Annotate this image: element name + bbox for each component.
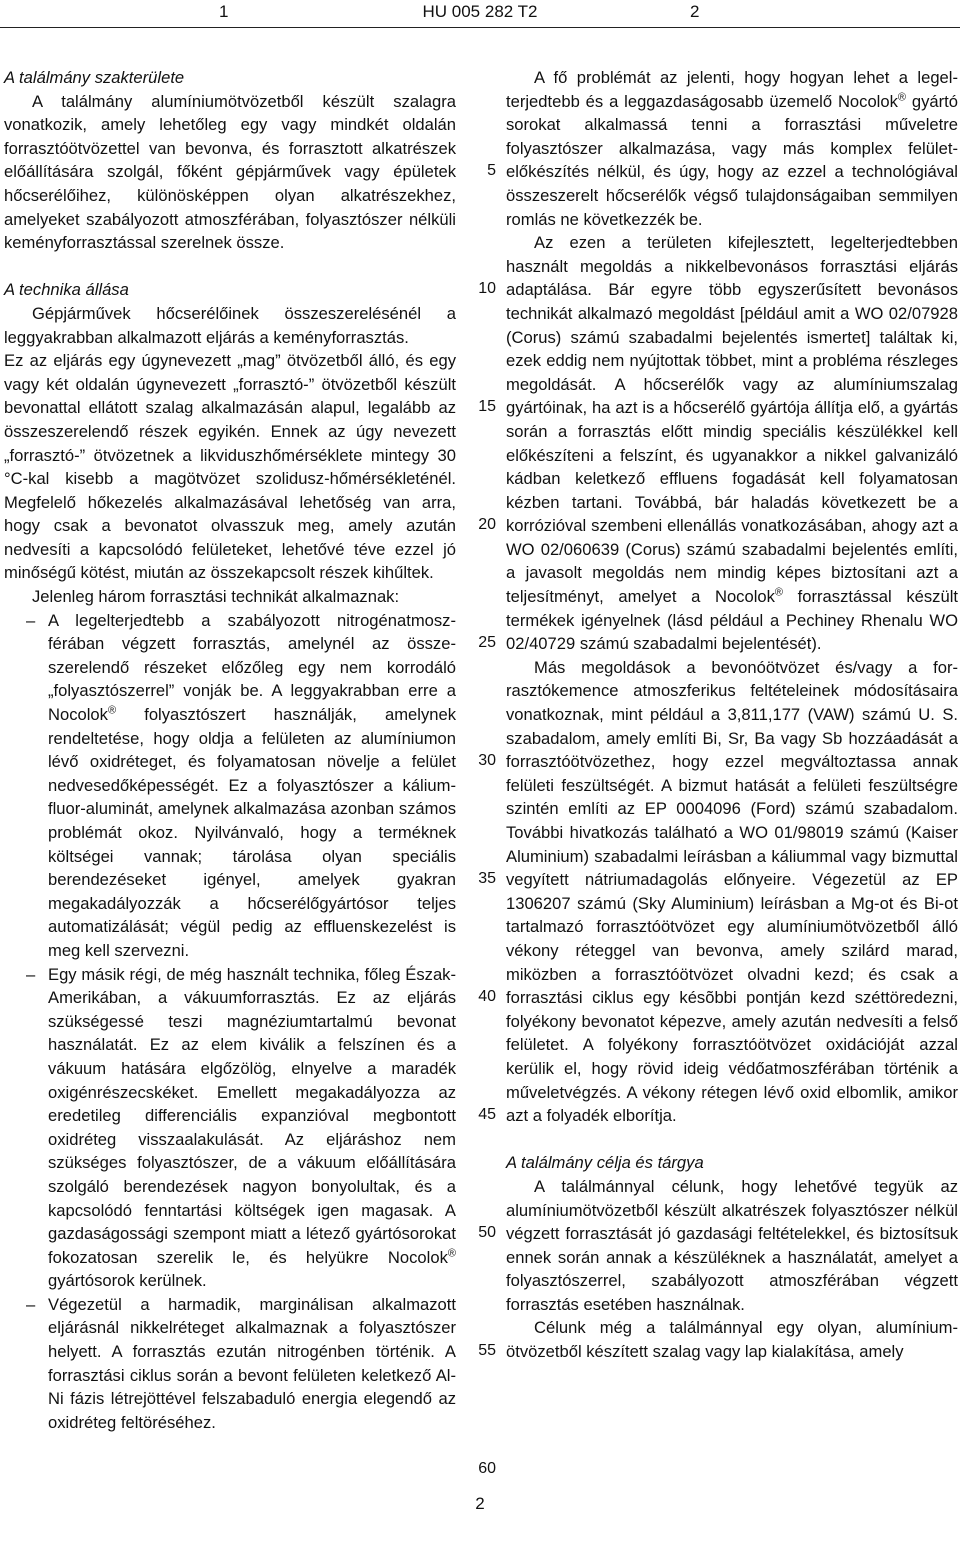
right-column (506, 66, 958, 1364)
paragraph: Az ezen a területen kifejlesztett, legelterjedtebben használt megoldás a nikkelbevonásos forrasztási eljárás adaptálása. Bár egyre több egyszerűsített bevonásos technikát alkalmazó megoldást [például amit a WO 02/07928 (Corus) számú szabadalmi bejelentés ismertet] találtak ki, ezek eddig nem nyújtottak többet, mint a probléma részleges megoldását. A hőcserélők vagy az alumíniumszalag gyártóinak, ha azt is a hőcserélő gyártója állítja elő, a gyártás során a forrasztás előtt mindig speciális készülékkel kell előkészíteni a felszínt, és ugyanakkor a nikkel galvanizáló kádban keletkező effluens fogadását kell folyamatosan kézben tartani. Továbbá, bár haladás következett be a korrózióval szembeni ellenállás vonatkozásában, ahogy azt a WO 02/060639 (Corus) számú szabadalmi bejelentés említi, a javasolt megoldás nem mindig képes biztosítani azt a teljesítményt, amelyet a Nocolok® forrasztással készült termékek igényelnek (lásd például a Pechiney Rhenalu WO 02/40729 számú szabadalmi bejelentését). (506, 233, 958, 654)
list-item: – Egy másik régi, de még használt technika, főleg Észak-Amerikában, a vákuumforrasztás. Ez az eljárás szükségessé teszi magnéziumtartalmú bevonat használatát. Ez az elem kiválik a felszínen és a vákuum hatására elgőzölög, elnyelve a maradék oxigénrészecskéket. Emellett megakadályozza az eredetileg differenciális expanzióval megbontott oxidréteg visszaalakulását. Az eljáráshoz nem szükséges folyasztószer, de a vákuum előállítására szolgáló berendezések nagyon bonyolultak, és a kapcsolódó fenntartási költségek igen magasak. A gazdaságossági szempont miatt a létező gyártósorokat fokozatosan szerelik le, és helyükre Nocolok® gyártósorok kerülnek. (4, 963, 456, 1293)
paragraph: A találmánnyal célunk, hogy lehetővé tegyük az alumíniumötvözetből készült alkatrészek folyasztószer nélkül végzett forrasztását jó gazdasági feltételekkel, és biztosítsuk ennek során annak a készüléknek a használatát, amelyet a folyasztószerrel, szabályozott atmoszférában végzett forrasztás esetében használnak. (506, 1176, 958, 1314)
paragraph: Jelenleg három forrasztási technikát alkalmaznak: (32, 587, 400, 607)
header-left-page-number: 1 (219, 2, 229, 21)
line-number: 60 (478, 1460, 496, 1477)
paragraph: Célunk még a találmánnyal egy olyan, alumíniumötvözetből készített szalag vagy lap kialakítása, amely (506, 1318, 958, 1362)
paragraph: A fő problémát az jelenti, hogy hogyan lehet a legelterjedtebb és a leggazdaságosabb üzemelő Nocolok® gyártó sorokat alkalmassá tenni a forrasztási műveletre folyasztószer alkalmazása, vagy más komplex felületelőkészítés nélkül, és úgy, hogy az ezzel a technológiával összeszerelt hőcserélők végső tulajdonságaiban semmilyen romlás ne következzék be. (506, 68, 959, 229)
header-rule (0, 27, 960, 28)
header-right-page-number: 2 (690, 2, 700, 21)
line-number: 20 (478, 516, 496, 533)
line-number: 10 (478, 280, 496, 297)
footer-page-number: 2 (475, 1494, 485, 1513)
section-heading-field: A találmány szakterülete (4, 68, 185, 87)
line-number: 50 (478, 1224, 496, 1241)
line-number: 25 (478, 634, 496, 651)
paragraph: Gépjárművek hőcserélőinek összeszerelésénél a leggyakrabban alkalmazott eljárás a keményforrasztás. (4, 303, 456, 347)
page-header (0, 0, 960, 26)
left-column (4, 66, 456, 1434)
paragraph: Más megoldások a bevonóötvözet és/vagy a forrasztókemence atmoszferikus feltételeinek módosításaira vonatkoznak, mint például a 3,811,177 (VAW) számú U. S. szabadalom, amely említi Bi, Sr, Ba vagy Sb hozzáadását a forrasztóötvözethez, hogy ezzel megváltoztassa annak felületi feszültségét. A bizmut hatását a felületi feszültségre szintén említi az EP 0004096 (Ford) számú szabadalom. További hivatkozás található a WO 01/98019 számú (Kaiser Aluminium) szabadalmi leírásban a káliummal vagy bizmuttal vegyített nátriumadagolás előnyeire. Végezetül az EP 1306207 számú (Sky Aluminium) leírásban a Mg-ot és Bi-ot tartalmazó forrasztóötvözet egy alumíniumötvözetből álló vékony réteggel van bevonva, amely szilárd marad, miközben a forrasztóötvözet olvadni kezd; és csak a forrasztási ciklus egy késõbbi pontján kezd széttöredezni, folyékony bevonatot képezve, amely azután nedvesíti a felső felületet. A folyékony forrasztóötvözet oxidációját azzal kerülik el, hogy rövid ideig védőatmoszférában történik a műveletvégzés. A vékony rétegen lévő oxid elbomlik, amikor azt a folyadék elborítja. (506, 657, 958, 1126)
line-number: 55 (478, 1342, 496, 1359)
line-number: 15 (478, 398, 496, 415)
line-number: 5 (487, 162, 496, 179)
section-heading-objective: A találmány célja és tárgya (506, 1153, 704, 1173)
paragraph: A találmány alumíniumötvözetből készült szalagra vonatkozik, amely lehetőleg egy vagy mindkét oldalán forrasztóötvözettel van bevonva, és forrasztott alkatrészek előállítására szolgál, főként gépjárművek vagy épületek hőcserélőihez, különösképpen olyan alkatrészekhez, amelyeket szabályozott atmoszférában, folyasztószer nélküli keményforrasztással szerelnek össze. (4, 91, 456, 253)
list-item: – A legelterjedtebb a szabályozott nitrogénatmoszférában végzett forrasztás, amelynél az összeszerelendő részeket előzőleg egy nem korrodáló „folyasztószerrel” vonják be. A leggyakrabban erre a Nocolok® folyasztószert használják, amelynek rendeltetése, hogy oldja a felületen az alumíniumon lévő oxidréteget, és folyamatosan növelje a felület nedvesedőképességét. Ez a folyasztószer a kálium-fluor-aluminát, amelynek alkalmazása azonban számos problémát okoz. Nyilvánvaló, hogy a terméknek költségei vannak; tárolása olyan speciális berendezéseket igényel, amelyek gyakran megakadályozzák a hőcserélőgyártósor teljes automatizálását; végül pedig az effluenskezelést is meg kell szervezni. (4, 609, 456, 963)
line-number: 40 (478, 988, 496, 1005)
section-heading-prior-art: A technika állása (4, 280, 129, 300)
line-number: 45 (478, 1106, 496, 1123)
line-number: 30 (478, 752, 496, 769)
header-document-id: HU 005 282 T2 (422, 2, 538, 21)
paragraph: Ez az eljárás egy úgynevezett „mag” ötvözetből álló, és egy vagy két oldalán úgynevezett „forrasztó-” ötvözetből készült bevonattal ellátott szalag alkalmazásán alapul, legalább az összeszerelendő részek egyikén. Ennek az úgy nevezett „forrasztó-” ötvözetnek a likviduszhőmérséklete mintegy 30 °C-kal kisebb a magötvözet szolidusz-hőmérsékleténél. Megfelelő hőkezelés alkalmazásával lehetőség van arra, hogy csak a bevonatot olvasszuk meg, amely azután nedvesíti a kapcsolódó felületeket, lehetővé téve ezzel jó minőségű kötést, miután az összekapcsolt részek kihűltek. (4, 351, 456, 583)
list-item: – Végezetül a harmadik, marginálisan alkalmazott eljárásnál nikkelréteget alkalmaznak a folyasztószer helyett. A forrasztás ezután nitrogénben történik. A forrasztási ciklus során a bevont felületen keletkező Al-Ni fázis létrejöttével felszabaduló energia elegendő az oxidréteg feltöréséhez. (4, 1293, 456, 1435)
line-number: 35 (478, 870, 496, 887)
